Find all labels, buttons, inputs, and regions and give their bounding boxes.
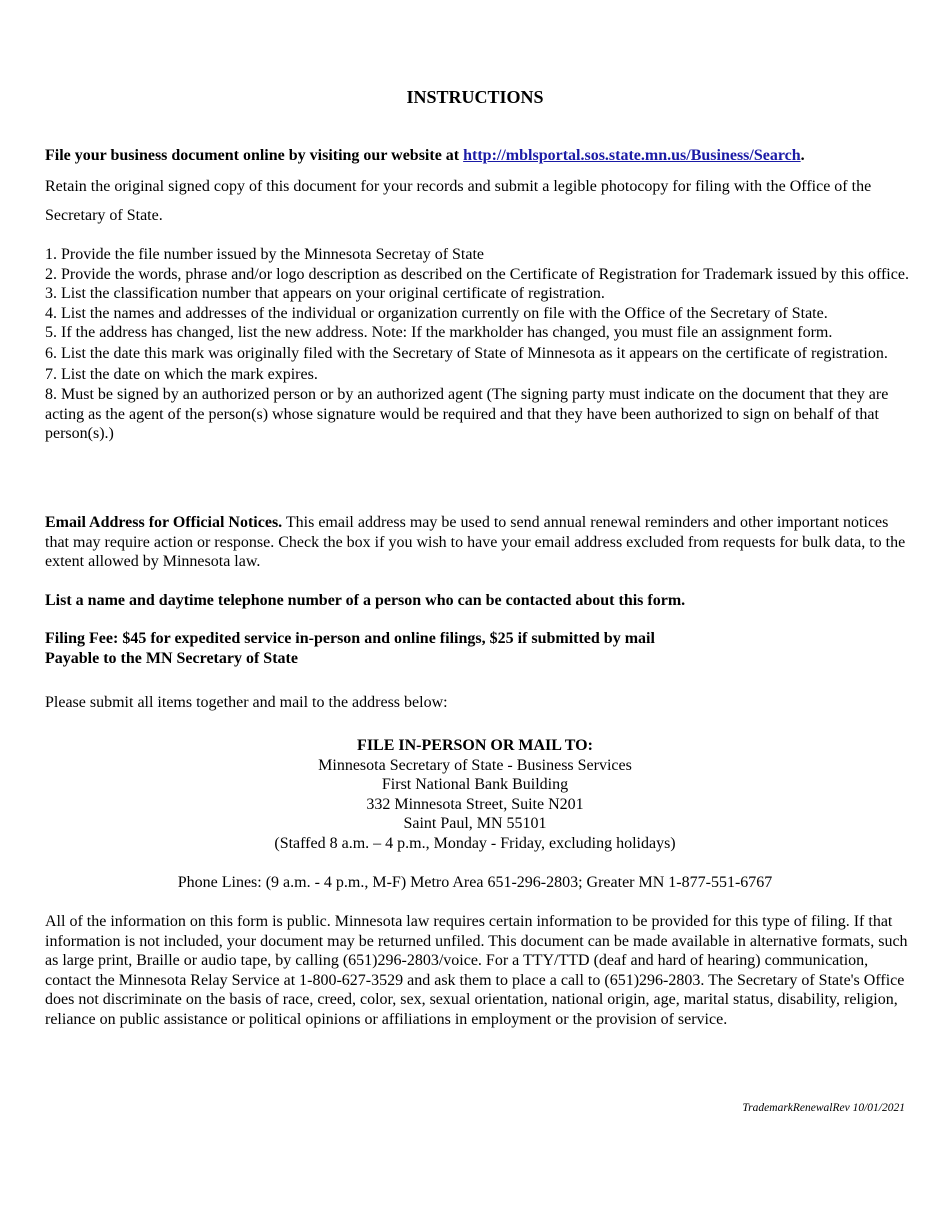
instruction-step-1: 1. Provide the file number issued by the Minnesota Secretay of State <box>45 246 485 263</box>
instruction-step-5: 5. If the address has changed, list the new address. Note: If the markholder has changed, you must file an assignment form. <box>45 324 833 342</box>
retain-copy-paragraph: Retain the original signed copy of this document for your records and submit a legible photocopy for filing with the Office of the Secretary of State. <box>45 178 872 224</box>
phone-lines: Phone Lines: (9 a.m. - 4 p.m., M-F) Metro Area 651-296-2803; Greater MN 1-877-551-6767 <box>177 874 773 891</box>
submit-instructions: Please submit all items together and mail to the address below: <box>45 694 448 711</box>
office-hours: (Staffed 8 a.m. – 4 p.m., Monday - Friday, excluding holidays) <box>274 834 676 852</box>
filing-fee-line: Filing Fee: $45 for expedited service in-person and online filings, $25 if submitted by mail <box>45 630 655 647</box>
mailing-address-block <box>0 736 950 854</box>
filing-fee-block <box>45 629 910 668</box>
email-notice-paragraph <box>45 513 910 572</box>
address-heading: FILE IN-PERSON OR MAIL TO: <box>357 737 593 754</box>
payable-to-line: Payable to the MN Secretary of State <box>45 649 298 667</box>
address-line-2: First National Bank Building <box>381 776 569 794</box>
email-notice-heading: Email Address for Official Notices. <box>45 514 283 531</box>
contact-person-line: List a name and daytime telephone number of a person who can be contacted about this form. <box>45 592 686 609</box>
instruction-step-4: 4. List the names and addresses of the individual or organization currently on file with the Office of the Secretary of State. <box>45 304 828 322</box>
email-notice-body: This email address may be used to send annual renewal reminders and other important notices that may require action or response. Check the box if you wish to have your email address excluded from requests for bulk data, to the extent allowed by Minnesota law. <box>45 514 906 571</box>
public-information-notice: All of the information on this form is public. Minnesota law requires certain information to be provided for this type of filing. If that information is not included, your document may be returned unfiled. This document can be made available in alternative formats, such as large print, Braille or audio tape, by calling (651)296-2803/voice. For a TTY/TTD (deaf and hard of hearing) communication, contact the Minnesota Relay Service at 1-800-627-3529 and ask them to place a call to (651)296-2803. The Secretary of State's Office does not discriminate on the basis of race, creed, color, sex, sexual orientation, national origin, age, marital status, disability, religion, reliance on public assistance or political opinions or affiliations in employment or the provision of service. <box>45 913 908 1028</box>
address-line-4: Saint Paul, MN 55101 <box>403 815 547 833</box>
instruction-step-3: 3. List the classification number that appears on your original certificate of registration. <box>45 285 605 303</box>
online-filing-lead: File your business document online by visiting our website at <box>45 147 464 164</box>
online-filing-period: . <box>800 147 805 164</box>
business-search-link[interactable]: http://mblsportal.sos.state.mn.us/Business/Search <box>463 147 801 164</box>
address-line-1: Minnesota Secretary of State - Business Services <box>318 756 632 774</box>
instruction-step-6: 6. List the date this mark was originally filed with the Secretary of State of Minnesota as it appears on the certificate of registration. <box>45 344 888 362</box>
address-line-3: 332 Minnesota Street, Suite N201 <box>366 795 584 813</box>
instruction-step-7: 7. List the date on which the mark expires. <box>45 365 318 383</box>
form-revision-footer: TrademarkRenewalRev 10/01/2021 <box>742 1102 905 1114</box>
page-title: INSTRUCTIONS <box>406 87 544 107</box>
instruction-step-8: 8. Must be signed by an authorized person or by an authorized agent (The signing party must indicate on the document that they are acting as the agent of the person(s) whose signature would be required and that they have been authorized to sign on behalf of that person(s).) <box>45 386 889 443</box>
instruction-steps-list <box>45 245 910 444</box>
instruction-step-2: 2. Provide the words, phrase and/or logo description as described on the Certificate of Registration for Trademark issued by this office. <box>45 265 909 283</box>
online-filing-line <box>45 146 910 166</box>
